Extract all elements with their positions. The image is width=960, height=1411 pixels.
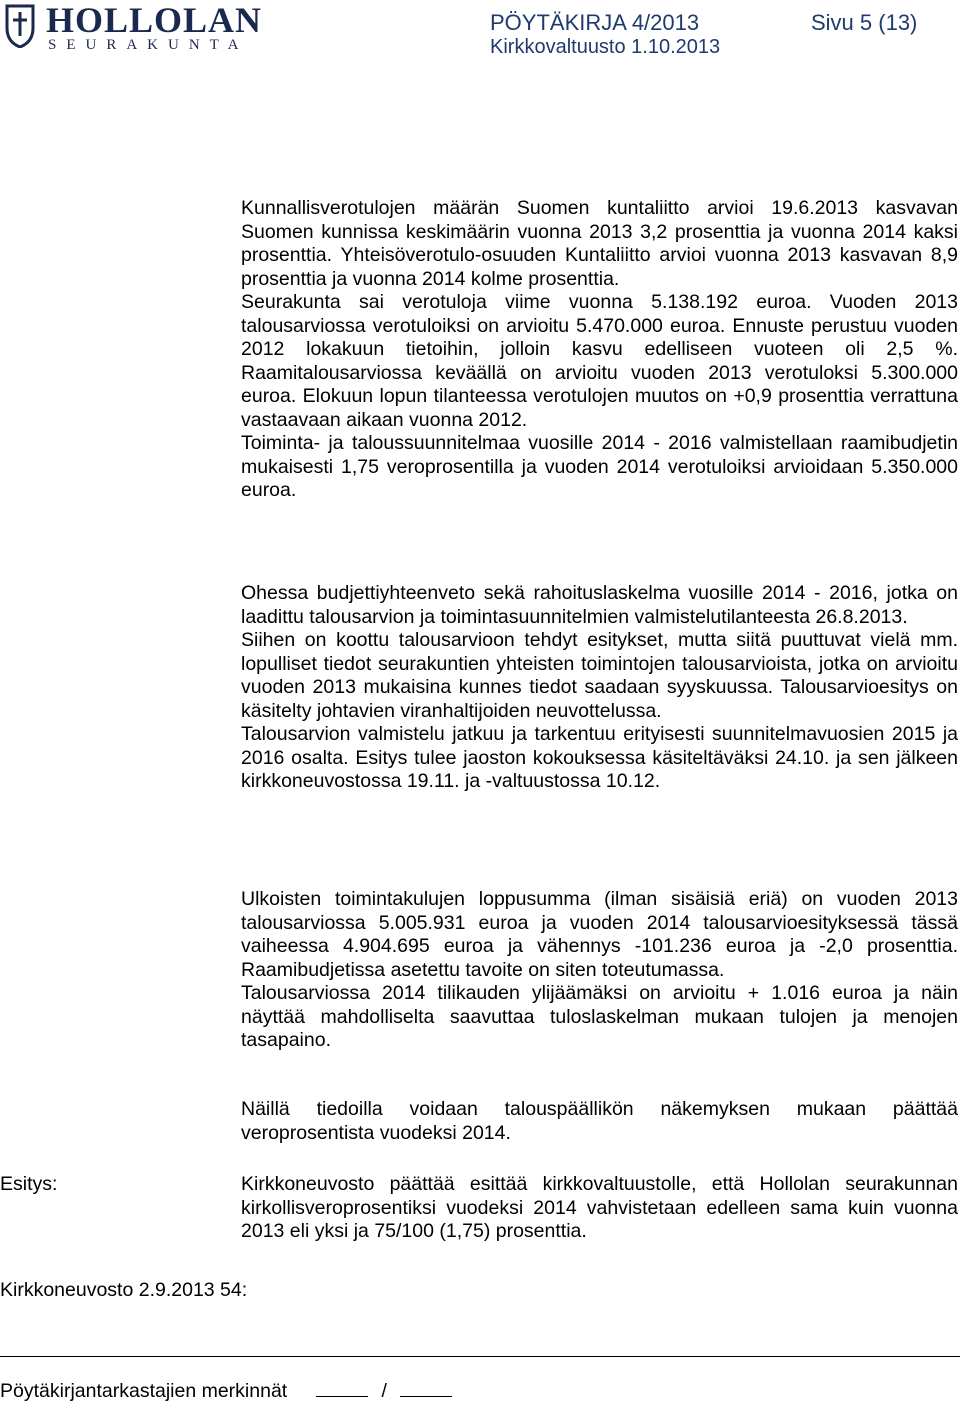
initials-field-1 [316,1380,368,1397]
logo-name: HOLLOLAN [46,0,263,40]
footer [0,1380,452,1403]
footer-label: Pöytäkirjantarkastajien merkinnät [0,1380,288,1402]
organization-logo [0,0,290,58]
meeting-name: Kirkkovaltuusto 1.10.2013 [490,36,721,58]
footer-divider [0,1356,960,1357]
logo-subtitle: SEURAKUNTA [48,37,249,53]
document-title: PÖYTÄKIRJA 4/2013 [490,10,700,35]
church-crest-icon [3,2,37,48]
paragraph-operating-costs: Ulkoisten toimintakulujen loppusumma (ilman sisäisiä eriä) on vuoden 2013 talousarviossa 5.005.931 euroa ja vuoden 2014 talousarvioesityksessä tässä vaiheessa 4.904.695 euroa ja vähennys -101.236 euroa ja -2,0 prosenttia. Raamibudjetissa asetettu tavoite on siten toteutumassa. Talousarviossa 2014 tilikauden ylijäämäksi on arvioitu + 1.016 euroa ja näin näyttää mahdolliselta saavuttaa tuloslaskelman mukaan tulojen ja menojen tasapaino. [241,888,958,1051]
decision-reference: Kirkkoneuvosto 2.9.2013 54: [0,1279,248,1301]
proposal-label: Esitys: [0,1173,58,1195]
proposal-text: Kirkkoneuvosto päättää esittää kirkkovaltuustolle, että Hollolan seurakunnan kirkollisveroprosentiksi vuodeksi 2014 vahvistetaan edelleen sama kuin vuonna 2013 eli yksi ja 75/100 (1,75) prosenttia. [241,1173,958,1242]
paragraph-budget-summary: Ohessa budjettiyhteenveto sekä rahoituslaskelma vuosille 2014 - 2016, jotka on laadittu talousarvion ja toimintasuunnitelmien valmistelutilanteesta 26.8.2013. Siihen on koottu talousarvioon tehdyt esitykset, mutta siitä puuttuvat vielä mm. lopulliset tiedot seurakuntien yhteisten toimintojen talousarvioista, jotka on arvioitu vuoden 2013 mukaisina kunnes tiedot saadaan syyskuussa. Talousarvioesitys on käsitelty johtavien viranhaltijoiden neuvottelussa. Talousarvion valmistelu jatkuu ja tarkentuu erityisesti suunnitelmavuosien 2015 ja 2016 osalta. Esitys tulee jaoston kokouksessa käsiteltäväksi 24.10. ja sen jälkeen kirkkoneuvostossa 19.11. ja -valtuustossa 10.12. [241,582,958,792]
paragraph-tax-revenue: Kunnallisverotulojen määrän Suomen kuntaliitto arvioi 19.6.2013 kasvavan Suomen kunnissa keskimäärin vuonna 2013 3,2 prosenttia ja vuonna 2014 kaksi prosenttia. Yhteisöverotulo-osuuden Kuntaliitto arvioi vuonna 2013 kasvavan 8,9 prosenttia ja vuonna 2014 kolme prosenttia. Seurakunta sai verotuloja viime vuonna 5.138.192 euroa. Vuoden 2013 talousarviossa verotuloiksi on arvioitu 5.470.000 euroa. Ennuste perustuu vuoden 2012 lokakuun tietoihin, jolloin kasvu edelliseen vuoteen oli 2,5 %. Raamitalousarviossa keväällä on arvioitu vuoden 2013 verotuloksi 5.300.000 euroa. Elokuun lopun tilanteessa verotulojen muutos on +0,9 prosenttia verrattuna vastaavaan aikaan vuonna 2012. Toiminta- ja taloussuunnitelmaa vuosille 2014 - 2016 valmistellaan raamibudjetin mukaisesti 1,75 veroprosentilla ja vuoden 2014 verotuloiksi arvioidaan 5.350.000 euroa. [241,197,958,501]
paragraph-conclusion: Näillä tiedoilla voidaan talouspäällikön näkemyksen mukaan päättää veroprosentista vuodeksi 2014. [241,1098,958,1144]
page-number: Sivu 5 (13) [811,10,918,35]
initials-field-2 [400,1380,452,1397]
footer-separator: / [381,1380,387,1402]
